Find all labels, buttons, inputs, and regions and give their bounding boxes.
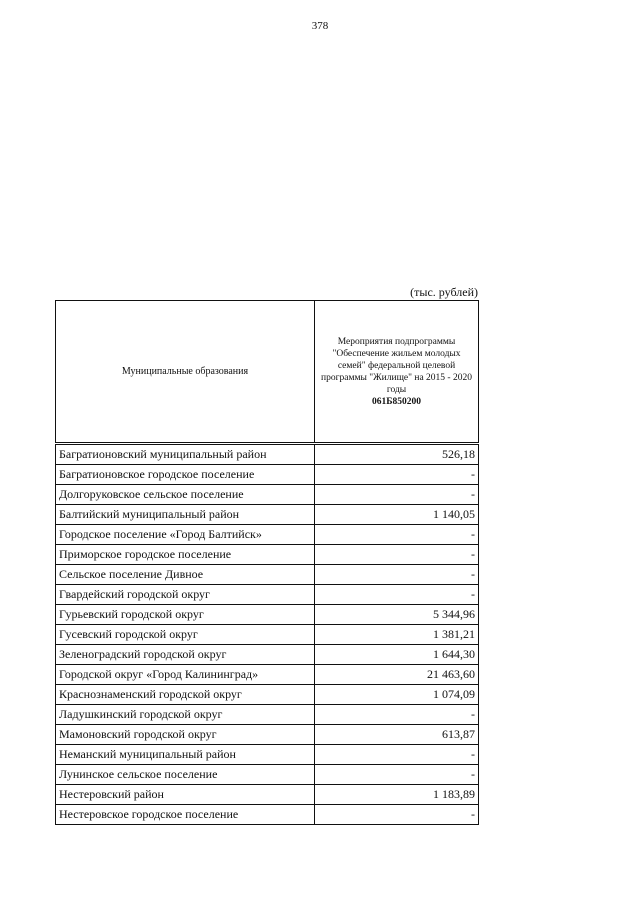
table-body xyxy=(56,444,479,825)
row-amount: - xyxy=(315,565,479,585)
table-row xyxy=(56,444,479,465)
row-amount: 1 074,09 xyxy=(315,685,479,705)
row-amount: - xyxy=(315,465,479,485)
row-municipality: Гурьевский городской округ xyxy=(56,605,315,625)
row-municipality: Ладушкинский городской округ xyxy=(56,705,315,725)
header-program-title: Мероприятия подпрограммы "Обеспечение жильем молодых семей" федеральной целевой программы "Жилище" на 2015 - 2020 годы xyxy=(321,336,472,395)
row-municipality: Лунинское сельское поселение xyxy=(56,765,315,785)
row-municipality: Гусевский городской округ xyxy=(56,625,315,645)
row-amount: - xyxy=(315,585,479,605)
row-municipality: Краснознаменский городской округ xyxy=(56,685,315,705)
table-row xyxy=(56,665,479,685)
row-municipality: Городской округ «Город Калининград» xyxy=(56,665,315,685)
row-amount: 1 644,30 xyxy=(315,645,479,665)
row-amount: - xyxy=(315,545,479,565)
row-municipality: Багратионовское городское поселение xyxy=(56,465,315,485)
table-row xyxy=(56,685,479,705)
unit-note: (тыс. рублей) xyxy=(410,285,478,299)
table-row xyxy=(56,525,479,545)
header-program xyxy=(315,301,479,444)
budget-table xyxy=(55,300,479,825)
row-municipality: Зеленоградский городской округ xyxy=(56,645,315,665)
table-row xyxy=(56,465,479,485)
row-amount: - xyxy=(315,705,479,725)
header-row xyxy=(56,301,479,444)
row-municipality: Балтийский муниципальный район xyxy=(56,505,315,525)
row-municipality: Приморское городское поселение xyxy=(56,545,315,565)
header-program-code: 061Б850200 xyxy=(371,396,422,407)
row-municipality: Сельское поселение Дивное xyxy=(56,565,315,585)
header-municipality: Муниципальные образования xyxy=(56,301,315,444)
row-amount: 526,18 xyxy=(315,444,479,465)
row-municipality: Неманский муниципальный район xyxy=(56,745,315,765)
row-municipality: Гвардейский городской округ xyxy=(56,585,315,605)
table-row xyxy=(56,505,479,525)
table-header xyxy=(56,301,479,444)
table-row xyxy=(56,645,479,665)
table-row xyxy=(56,745,479,765)
table-row xyxy=(56,705,479,725)
row-amount: - xyxy=(315,525,479,545)
row-municipality: Долгоруковское сельское поселение xyxy=(56,485,315,505)
table-row xyxy=(56,565,479,585)
table-row xyxy=(56,545,479,565)
row-municipality: Городское поселение «Город Балтийск» xyxy=(56,525,315,545)
table-row xyxy=(56,805,479,825)
table-row xyxy=(56,625,479,645)
row-amount: 613,87 xyxy=(315,725,479,745)
row-amount: 1 381,21 xyxy=(315,625,479,645)
row-amount: 21 463,60 xyxy=(315,665,479,685)
row-municipality: Мамоновский городской округ xyxy=(56,725,315,745)
row-amount: 1 140,05 xyxy=(315,505,479,525)
row-amount: - xyxy=(315,745,479,765)
row-amount: 5 344,96 xyxy=(315,605,479,625)
row-amount: - xyxy=(315,485,479,505)
table-row xyxy=(56,725,479,745)
row-municipality: Нестеровский район xyxy=(56,785,315,805)
page-number: 378 xyxy=(311,20,329,32)
row-amount: - xyxy=(315,765,479,785)
table-row xyxy=(56,785,479,805)
table-row xyxy=(56,585,479,605)
row-amount: - xyxy=(315,805,479,825)
row-municipality: Нестеровское городское поселение xyxy=(56,805,315,825)
row-municipality: Багратионовский муниципальный район xyxy=(56,444,315,465)
table-row xyxy=(56,485,479,505)
table-row xyxy=(56,765,479,785)
row-amount: 1 183,89 xyxy=(315,785,479,805)
table-row xyxy=(56,605,479,625)
